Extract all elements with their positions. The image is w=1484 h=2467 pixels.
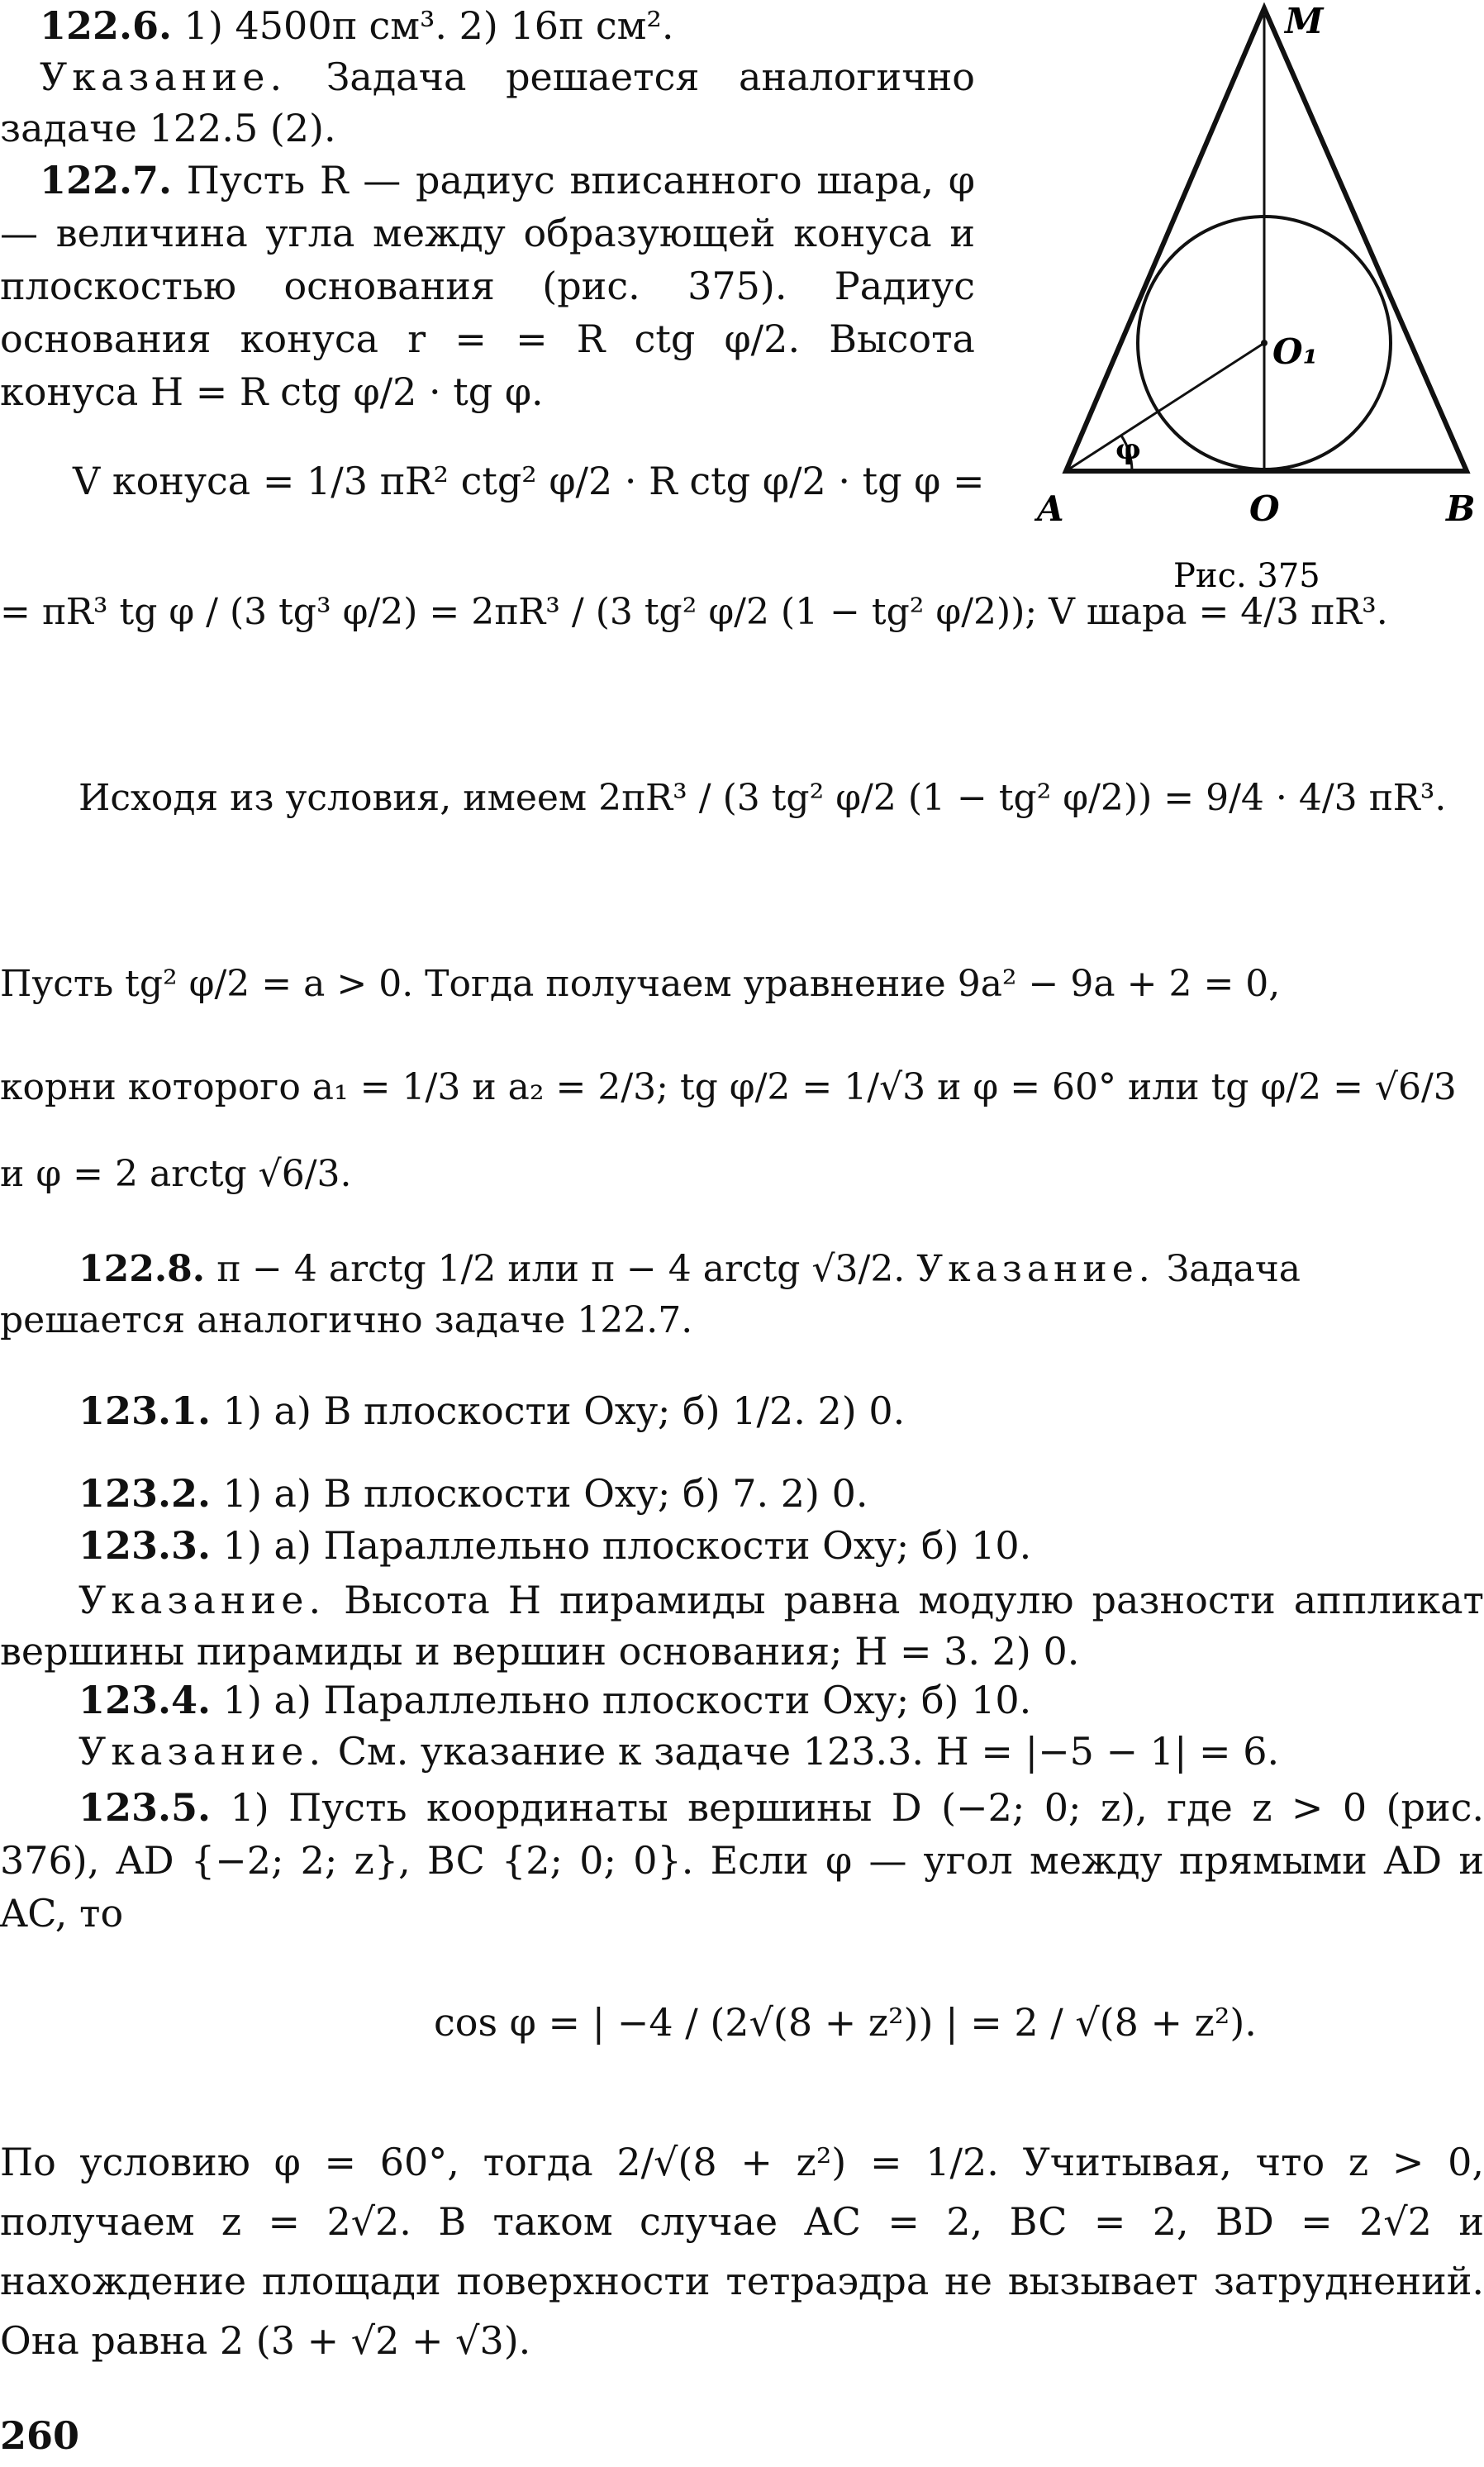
formula-v-cone: V конуса = 1/3 πR² ctg² φ/2 · R ctg φ/2 · tg φ = [73, 459, 985, 503]
hint-label: Указание. [40, 55, 288, 99]
answer-122-6: 1) 4500π см³. 2) 16π см². [172, 3, 674, 48]
text-122-8: π − 4 arctg 1/2 или π − 4 arctg √3/2. [216, 1248, 906, 1290]
let-line: Пусть tg² φ/2 = a > 0. Тогда получаем уравнение 9a² − 9a + 2 = 0, [0, 963, 1281, 1005]
final-paragraph: По условию φ = 60°, тогда 2/√(8 + z²) = 1/2. Учитывая, что z > 0, получаем z = 2√2. В таком случае AC = 2, BC = 2, BD = 2√2 и нахождение площади поверхности тетраэдра не вызывает затруднений. Она равна 2 (3 + √2 + √3). [0, 2140, 1484, 2363]
problem-122-6 [40, 0, 973, 51]
problem-122-8 [0, 1244, 1484, 1346]
num-122-7: 122.7. [40, 158, 173, 202]
problem-123-3 [78, 1523, 1031, 1568]
num-122-8: 122.8. [78, 1248, 206, 1290]
hint-122-8: Задача решается аналогично задаче 122.7. [0, 1248, 1301, 1341]
label-B: B [1446, 488, 1476, 529]
num-122-6: 122.6. [40, 3, 173, 48]
text-123-2: 1) а) В плоскости Oxy; б) 7. 2) 0. [211, 1471, 868, 1516]
problem-123-1 [78, 1388, 905, 1433]
text-122-7: Пусть R — радиус вписанного шара, φ — величина угла между образующей конуса и плоскостью основания (рис. 375). Радиус основания конуса r = = R ctg φ/2. Высота конуса H = R ctg φ/2 · tg φ. [0, 158, 975, 414]
phi-line: и φ = 2 arctg √6/3. [0, 1153, 352, 1195]
hint-122-6 [0, 51, 975, 154]
text-123-3: 1) а) Параллельно плоскости Oxy; б) 10. [211, 1523, 1032, 1568]
num-123-1: 123.1. [78, 1388, 212, 1433]
num-123-4: 123.4. [78, 1678, 212, 1722]
label-phi: φ [1115, 433, 1141, 466]
label-O: O [1249, 488, 1280, 529]
num-123-2: 123.2. [78, 1471, 212, 1516]
text-123-5: 1) Пусть координаты вершины D (−2; 0; z), где z > 0 (рис. 376), AD {−2; 2; z}, BC {2; 0; 0}. Если φ — угол между прямыми AD и AC, то [0, 1785, 1484, 1936]
hint-label: Указание. [78, 1578, 326, 1622]
hint-123-3-text: Высота H пирамиды равна модулю разности аппликат вершины пирамиды и вершин основания; H = 3. 2) 0. [0, 1578, 1484, 1674]
figure-375 [1016, 0, 1484, 612]
problem-122-7 [0, 154, 975, 418]
hint-text: Задача решается аналогично задаче 122.5 (2). [0, 55, 975, 150]
hint-123-3 [0, 1574, 1484, 1677]
hint-123-4-text: См. указание к задаче 123.3. H = |−5 − 1| = 6. [326, 1729, 1280, 1774]
text-123-4: 1) а) Параллельно плоскости Oxy; б) 10. [211, 1678, 1032, 1722]
label-A: A [1037, 488, 1064, 529]
hint-123-4 [78, 1729, 1279, 1774]
problem-123-5 [0, 1781, 1484, 1940]
problem-123-2 [78, 1471, 868, 1516]
cone-triangle [1066, 8, 1467, 471]
center-point [1261, 340, 1268, 346]
formula-v-cone-2: = πR³ tg φ / (3 tg³ φ/2) = 2πR³ / (3 tg² φ/2 (1 − tg² φ/2)); V шара = 4/3 πR³. [0, 591, 1388, 633]
label-M: M [1285, 1, 1324, 41]
cos-formula: cos φ = | −4 / (2√(8 + z²)) | = 2 / √(8 + z²). [434, 2000, 1257, 2045]
problem-123-4 [78, 1678, 1031, 1722]
num-123-5: 123.5. [78, 1785, 212, 1830]
num-123-3: 123.3. [78, 1523, 212, 1568]
roots-line: корни которого a₁ = 1/3 и a₂ = 2/3; tg φ/2 = 1/√3 и φ = 60° или tg φ/2 = √6/3 [0, 1066, 1457, 1108]
label-O1: O₁ [1272, 331, 1318, 372]
page-number: 260 [0, 2413, 80, 2458]
hint-label: Указание. [78, 1729, 326, 1774]
hint-label: Указание. [916, 1248, 1155, 1290]
condition-line: Исходя из условия, имеем 2πR³ / (3 tg² φ/2 (1 − tg² φ/2)) = 9/4 · 4/3 πR³. [78, 777, 1447, 819]
figure-caption: Рис. 375 [1173, 557, 1320, 595]
text-123-1: 1) а) В плоскости Oxy; б) 1/2. 2) 0. [211, 1388, 906, 1433]
